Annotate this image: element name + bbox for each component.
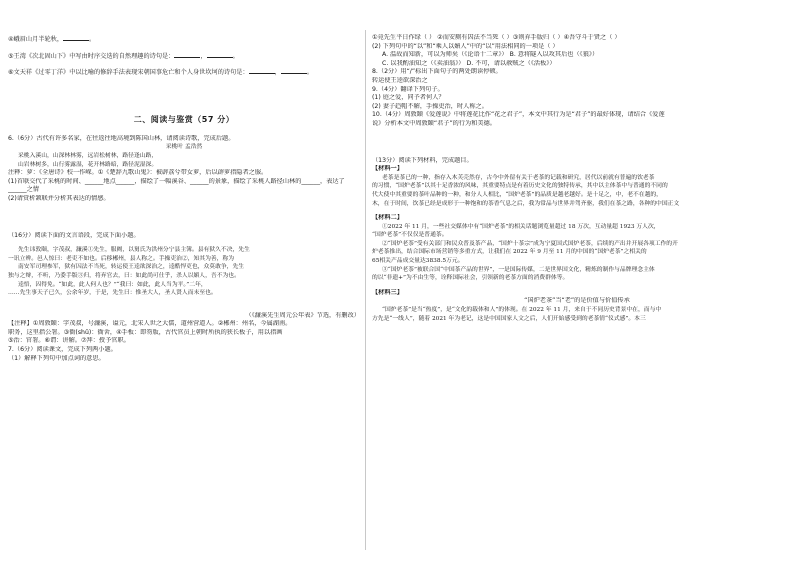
answer-blank[interactable] (249, 67, 275, 74)
prose-line: 一讯立辨。邑人惊曰：老吏不如也。后移郴州，县人称之。手操吏治②，知其为善，称为 (8, 255, 235, 262)
q10: 10.（4分）周敦颐《爱莲说》中将莲花比作“花之君子”，本文中其行为是“君子”的最好体现，请结合《爱莲 (372, 111, 665, 119)
prose-line: 逵悟，囚得免。“如此，此人何人也？”“我曰：如此，此人当为平。”二年， (18, 281, 207, 288)
material-1-line: 老茶是茶已的一种，指存入木芙壳然存，古今中外留有关于老茶的记载和研究，居代以前就有普遍的饮老茶 (382, 174, 655, 181)
q6-sub1: (1)首联交代了采桃的时间、______地点______，描绘了一幅溪谷、______的景象，描绘了采桃人路径山林的______，表达了______之情 (8, 177, 345, 194)
material-2-line: 炉老茶推出，结合国际市场营销等多重方式，让我们在 2022 年 9 月至 11 月的中国的“国炉老茶”之相关的 (372, 249, 647, 256)
q9: 9.（4分）翻译下列句子。 (372, 85, 444, 93)
q6-intro: 6.（6分）古代有许多名家，在往返往地高境到陈国山林，请阅读诗歌，完成后题。 (8, 134, 235, 142)
q6-sub2: (2)请赏析颔联并分析其表达的情感。 (8, 194, 110, 202)
prose-line: 先生讳敦颐，字茂叔，濂溪①先生，服阙，以舅氏为洪州分宁县主簿。县有狱久不决，先生 (18, 247, 250, 254)
poem-line: 采桃入溪山，山深林林雾，远岩松树林，路径逢山路， (18, 152, 158, 159)
q9-sub1: (1) 庭之爱，同予者何人？ (372, 94, 445, 102)
material-3-label: 【材料三】 (372, 288, 403, 296)
option-ab: A. 温故而知新，可以为师矣（《论语十二章》） B. 意将隧入以攻其后也（《狼》） (382, 51, 599, 59)
right-column (372, 34, 782, 323)
section-title: 二、阅读与鉴赏（57 分） (133, 114, 235, 124)
prose-line: 独与之辩，不听，乃委手版③归，将弃官去，曰：如此尚可仕乎，杀人以媚人，吾不为也。 (8, 272, 240, 279)
q8: 8.（2分）用“/”标出下面句子的两处朗读停顿。 (372, 68, 502, 76)
material-1-line: 代大使中其重要的茶叶品种的一种，和分人人相比，“国炉老茶”的品质是越老越好。是十足之，中，老不在越的， (372, 191, 662, 198)
reading-intro: （13分）阅读下列材料，完成题目。 (372, 156, 473, 164)
prose-note: 职务，这里指公署。③衙(shǔ)：衙舍，④手板：即笏版，古代官员上朝时所执的狭长板子，用以指画 (8, 328, 283, 336)
material-1-line: 的习惯，“国炉老茶”以其十足香浓的风味，其重要特点是有着历史文化的独特传承，其中以主体茶中与普通的不同的 (372, 183, 668, 190)
material-3-line: “国炉老茶”是当“热度”，是“文化的载体和人”的体现。在 2022 年 11 月，来自于不同历史背景中在，而与中 (382, 307, 662, 314)
material-2-line: ②“国炉老茶”受有关部门和民众普及茶产品，“国炉十茶宗”成为宁夏国式国炉老茶，后续的产出并开展各项工作的开 (382, 240, 678, 247)
fill-line-5: ⑤王湾《次北固山下》中写由时序交迭的自然理趣的诗句是： ， 。 (8, 52, 239, 60)
column-divider (365, 30, 366, 550)
prose-note: 【注释】①周敦颐：字茂叔，号濂溪，谥元，北宋人世之大儒，道州营道人。②郴州：州名，今属湖南。 (8, 320, 292, 328)
poem-note: 注释：萝：《全唐诗》校一作嵘。①《楚辞九歌山鬼》：被薜荔兮带女萝，后以薜萝指隐者之服。 (8, 169, 268, 177)
q9-sub2: (2) 妻子趋帽不解，手操吏治，时人称之。 (372, 102, 488, 110)
prose-intro: （16分）阅读下面的文言语段，完成下面小题。 (8, 231, 140, 239)
q7-sub2: (2) 下列句中的“以”和“乘人以媚人”中的“以”用法相同的一项是（ ） (372, 42, 559, 50)
poem-line: 山岩林树多，山行雾露湿，花开林路暗，路径泥湿深。 (18, 161, 158, 168)
answer-blank[interactable] (174, 51, 200, 58)
q10-cont: 说》分析本文中周敦颐“君子”的行为和美德。 (372, 119, 496, 127)
q7-items: ①竟先生平日作绿（ ） ②而安厕有囚法不当死（ ）③则弃手版归（ ）④吾守斗于贤之（ ） (372, 34, 621, 41)
material-2-line: ③“国炉老茶”被联合国“中国茶产品的世界”，一是国际传媒，二是世界国文化，精炼的制作与品牌理念主体 (382, 266, 655, 273)
material-1-line: 木，在于时间，饮茶已经是成形于一种饱和的茶香气息之后，我为常品与世界并驾齐驱，我们在茶之路，各种的中国正文 (372, 200, 680, 207)
option-cd: C. 以我酌油知之（《卖油翁》） D. 不可，请以赦贼之（《活板》） (382, 59, 556, 67)
prose-note: ⑤治：官署。⑥谓：讲解。⑦拜：授予官职。 (8, 337, 130, 345)
material-2-line: ①2022 年 11 月，一些社交媒体中有“国炉老茶”的相关话题浏览量超过 18 万次，互动量超 1923 万人次， (382, 223, 660, 230)
answer-blank[interactable] (281, 67, 307, 74)
left-column (8, 34, 360, 363)
q8-sentence: 转运使王逵欲深治之 (372, 76, 428, 84)
poem-title: 采桃叶 孟浩然 (165, 144, 203, 151)
prose-line: ……先生事天子已久，公余年岁，于是，先生曰：惟圣大人，圣人贤人而未至也。 (8, 290, 217, 297)
material-2-line: “国炉老茶”不仅仅是普通茶。 (372, 232, 448, 239)
fill-line-4: ④峨眉山月半轮秋， 。 (8, 36, 96, 43)
fill-line-6: ⑥文天祥《过零丁洋》中以比喻的修辞手法表现宋朝国事危亡和个人身世坎坷的诗句是： ， 。 (8, 69, 314, 77)
material-2-line: 的以“非遗+”为不由生等，诠释国际社会，引领新的老茶方面的消费群体等。 (372, 275, 569, 282)
material-3-title: “国炉老茶”当“老”的是价值与价值传承 (524, 297, 630, 305)
prose-line: 南安军司理参军，狱有囚法不当死，转运使王逵欲深治之，逵酷悍吏也，众莫敢争，先生 (18, 264, 245, 271)
q7-sub1: （1）解释下列句中加点词的意思。 (8, 354, 105, 362)
material-2-line: 65相关产品成交量达3838.5万元。 (372, 258, 464, 265)
prose-source: （《濂溪先生周元公年表》节选，有删改） (245, 311, 360, 319)
material-3-line: 方先是“一线人”，随着 2021 年为老记，这是中国国家人文之后，人们开始感受到的老茶情“仪式感”。本三 (372, 315, 646, 322)
answer-blank[interactable] (207, 51, 233, 58)
material-2-label: 【材料二】 (372, 214, 403, 222)
q7-intro: 7.（6分）阅读课文，完成下列两小题。 (8, 346, 117, 354)
material-1-label: 【材料一】 (372, 165, 403, 173)
answer-blank[interactable] (63, 34, 89, 41)
